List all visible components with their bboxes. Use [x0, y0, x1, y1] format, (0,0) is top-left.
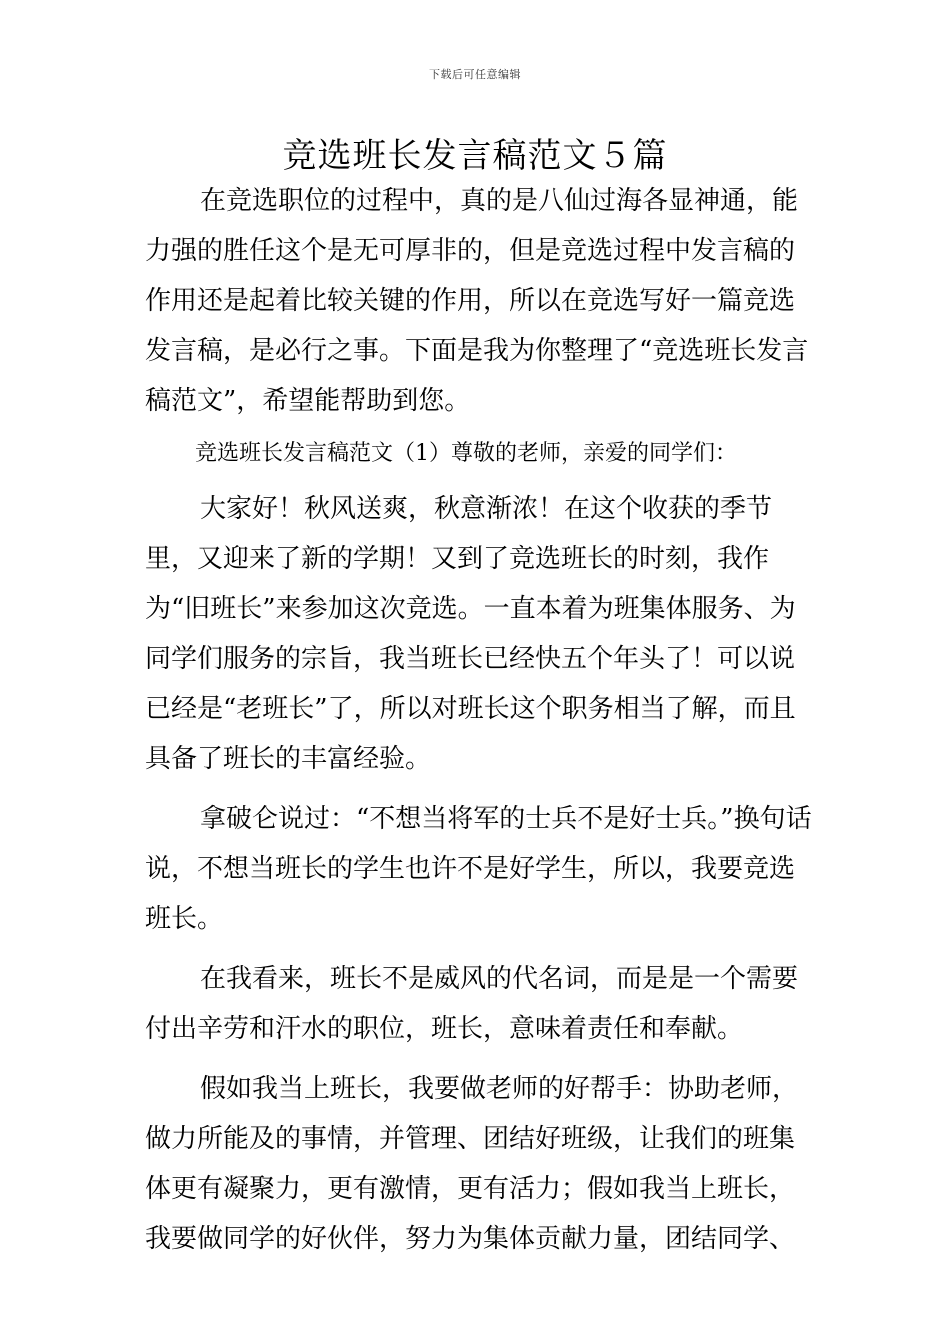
section-heading: 竞选班长发言稿范文（1）尊敬的老师，亲爱的同学们：	[195, 441, 737, 466]
document-title: 竞选班长发言稿范文５篇	[282, 136, 668, 176]
body-paragraph-1: 大家好！秋风送爽，秋意渐浓！在这个收获的季节里，又迎来了新的学期！又到了竞选班长的时刻，我作为“旧班长”来参加这次竞选。一直本着为班集体服务、为同学们服务的宗旨，我当班长已经快五个年头了！可以说已经是“老班长”了，所以对班长这个职务相当了解，而且具备了班长的丰富经验。	[145, 494, 796, 774]
intro-paragraph: 在竞选职位的过程中，真的是八仙过海各显神通，能力强的胜任这个是无可厚非的，但是竞选过程中发言稿的作用还是起着比较关键的作用，所以在竞选写好一篇竞选发言稿，是必行之事。下面是我为你整理了“竞选班长发言稿范文”，希望能帮助到您。	[145, 186, 809, 416]
body-paragraph-3: 在我看来，班长不是威风的代名词，而是是一个需要付出辛劳和汗水的职位，班长，意味着责任和奉献。	[145, 964, 799, 1044]
body-paragraph-4: 假如我当上班长，我要做老师的好帮手：协助老师，做力所能及的事情，并管理、团结好班级，让我们的班集体更有凝聚力，更有激情，更有活力；假如我当上班长，我要做同学的好伙伴，努力为集体贡献力量，团结同学、	[145, 1074, 799, 1254]
document-body	[145, 176, 815, 1264]
header-note: 下载后可任意编辑	[429, 68, 521, 81]
body-paragraph-2: 拿破仑说过：“不想当将军的士兵不是好士兵。”换句话说，不想当班长的学生也许不是好学生，所以，我要竞选班长。	[145, 804, 812, 934]
